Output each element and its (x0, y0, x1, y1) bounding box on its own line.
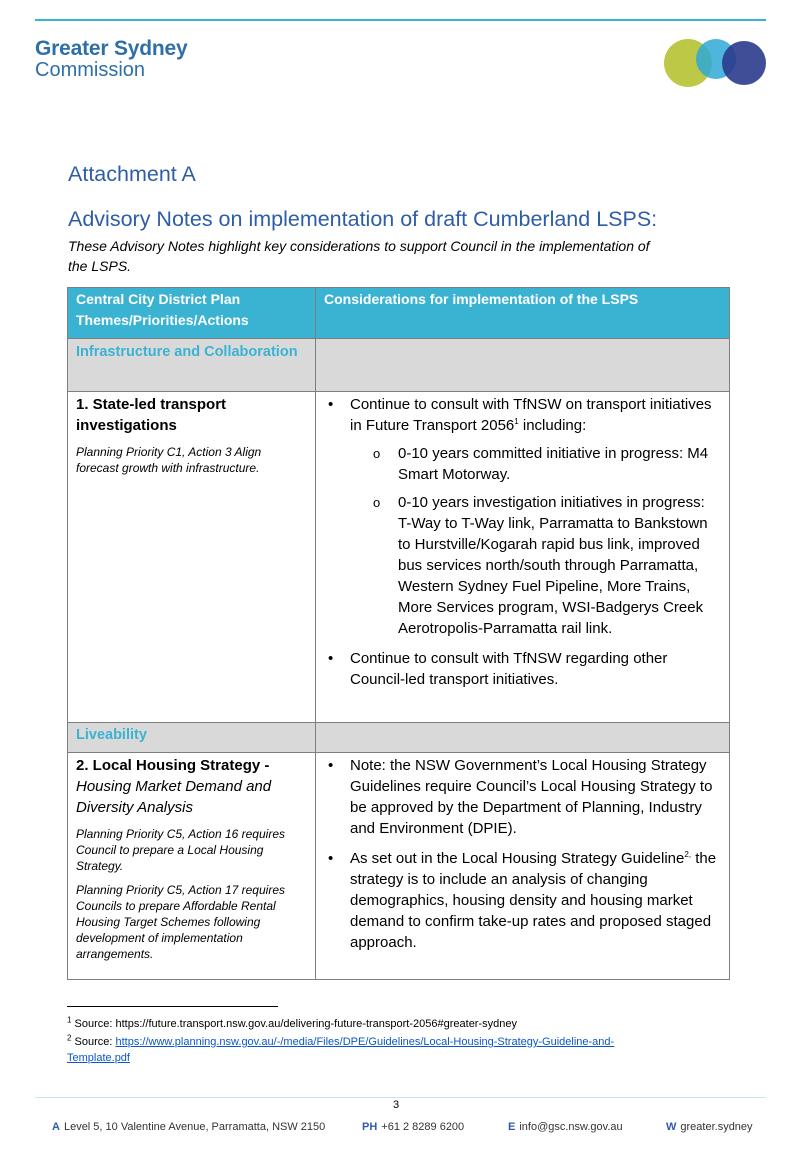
gsc-logo-text (35, 38, 187, 80)
logo-circles-icon (664, 38, 768, 88)
footer-address: A Level 5, 10 Valentine Avenue, Parramatta, NSW 2150 (52, 1121, 326, 1133)
footnote-separator (67, 1006, 278, 1007)
row2-priority2: Planning Priority C5, Action 17 requires Councils to prepare Affordable Rental Housing Target Schemes following development of implementation arrangements. (76, 883, 285, 961)
page-title: Advisory Notes on implementation of draft Cumberland LSPS: (68, 207, 658, 231)
table-header-row (68, 288, 730, 339)
logo-line1: Greater Sydney (35, 37, 188, 60)
section-title-liveability: Liveability (76, 727, 147, 743)
intro-text: These Advisory Notes highlight key considerations to support Council in the implementation of the LSPS. (68, 238, 650, 274)
section-row-infrastructure (68, 339, 730, 392)
header-col2: Considerations for implementation of the LSPS (324, 291, 639, 307)
logo-line2: Commission (35, 59, 146, 81)
row1-bullet2: • Continue to consult with TfNSW regarding other Council-led transport initiatives. (324, 648, 721, 690)
row2-bullet2: • As set out in the Local Housing Strategy Guideline$^{2,}$ the strategy is to include an analysis of changing demographics, housing density and housing market demand to confirm take-up rates and proposed staged approach. (324, 848, 721, 953)
page-number: 3 (393, 1099, 400, 1111)
advisory-table (67, 287, 730, 980)
footnote-2: $^2$ Source: https://www.planning.nsw.gov.au/-/media/Files/DPE/Guidelines/Local-Housing-Strategy-Guideline-and- Template.pdf (67, 1033, 615, 1064)
table-row (68, 753, 730, 980)
section-row-liveability (68, 723, 730, 753)
header-col1: Central City District Plan Themes/Priorities/Actions (76, 291, 249, 328)
footnote-2-link-cont[interactable]: Template.pdf (67, 1052, 130, 1064)
footer-phone: PH +61 2 8289 6200 (362, 1121, 465, 1133)
top-rule (35, 19, 766, 21)
footnote-2-link[interactable]: https://www.planning.nsw.gov.au/-/media/Files/DPE/Guidelines/Local-Housing-Strategy-Guideline-and- (115, 1036, 615, 1048)
row1-bullet1: • Continue to consult with TfNSW on transport initiatives in Future Transport 2056$^1$ including: (324, 394, 721, 436)
row2-bullet1: • Note: the NSW Government’s Local Housing Strategy Guidelines require Council’s Local Housing Strategy to be approved by the Department of Planning, Industry and Environment (DPIE). (324, 755, 721, 839)
row1-title: 1. State-led transport investigations (76, 396, 227, 434)
footnote-1: $^1$ Source: https://future.transport.nsw.gov.au/delivering-future-transport-2056#greater-sydney (67, 1015, 517, 1030)
row2-priority1: Planning Priority C5, Action 16 requires Council to prepare a Local Housing Strategy. (76, 827, 285, 873)
footer-email: E info@gsc.nsw.gov.au (508, 1121, 623, 1133)
footer-web: W greater.sydney (666, 1121, 753, 1133)
row1-subbullet2: o 0-10 years investigation initiatives in progress: T-Way to T-Way link, Parramatta to Bankstown to Hurstville/Kogarah rapid bus link, improved bus services north/south through Parramatta, Western Sydney Fuel Pipeline, More Trains, More Services program, WSI-Badgerys Creek Aerotropolis-Parramatta rail link. (324, 492, 721, 639)
row1-priority: Planning Priority C1, Action 3 Align forecast growth with infrastructure. (76, 445, 262, 475)
row2-title-italic: Housing Market Demand and Diversity Analysis (76, 778, 272, 816)
row2-title: 2. Local Housing Strategy - (76, 757, 270, 774)
section-title-infrastructure: Infrastructure and Collaboration (76, 344, 298, 360)
table-row (68, 392, 730, 723)
row1-subbullet1: o 0-10 years committed initiative in progress: M4 Smart Motorway. (324, 443, 721, 485)
footer-rule (35, 1097, 766, 1098)
attachment-heading: Attachment A (68, 162, 196, 186)
